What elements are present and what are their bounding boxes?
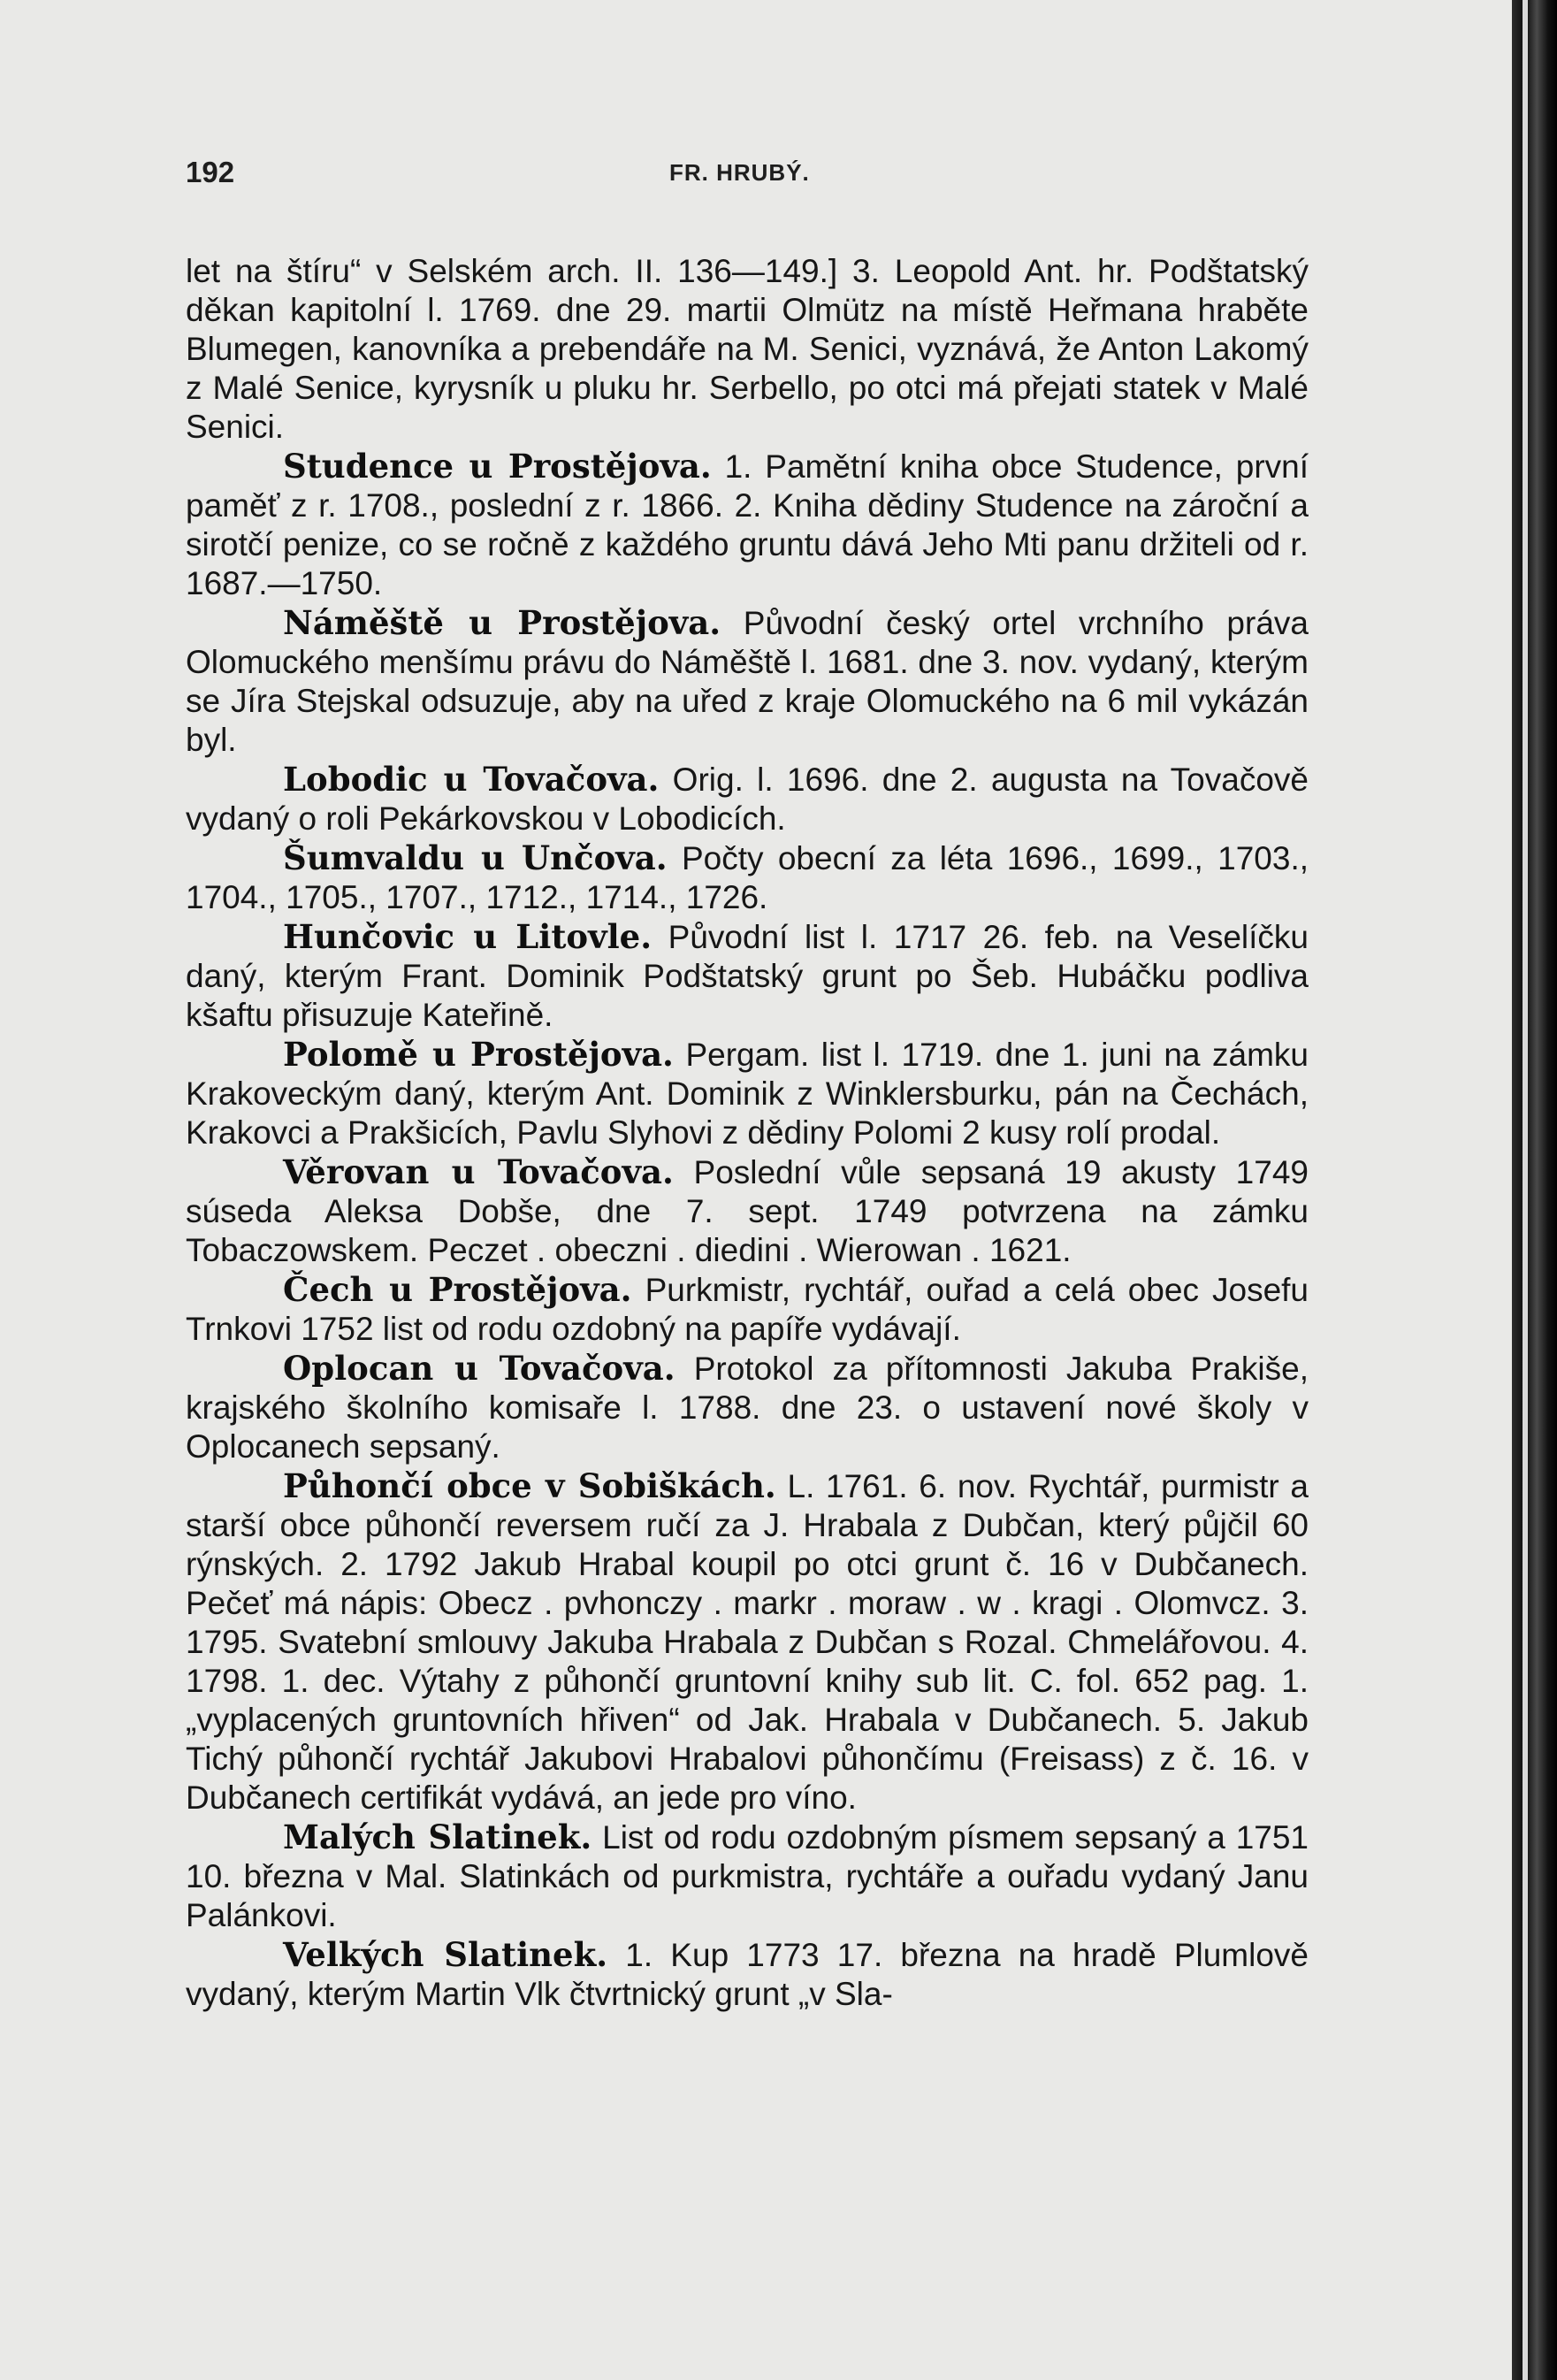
- running-head: FR. HRUBÝ.: [669, 159, 810, 186]
- entry-text: 1. Pamětní kniha obce Studence, první paměť z r. 1708., poslední z r. 1866. 2. Kniha dědiny Studence na zároční a sirotčí penize, co se ročně z každého gruntu dává Jeho Mti panu držiteli od r. 1687.—1750.: [186, 448, 1309, 601]
- entry-title: Velkých Slatinek.: [283, 1935, 608, 1974]
- entry-huncovice: [186, 917, 1309, 1035]
- entry-namest: [186, 603, 1309, 760]
- entry-title: Studence u Prostějova.: [283, 447, 712, 486]
- page-number: 192: [186, 156, 235, 188]
- entry-sumvald: [186, 838, 1309, 917]
- entry-title: Malých Slatinek.: [283, 1818, 592, 1856]
- entry-title: Lobodic u Tovačova.: [283, 760, 660, 799]
- entry-text: List od rodu ozdobným písmem sepsaný a 1751 10. března v Mal. Slatinkách od purkmistra, rychtáře a ouřadu vydaný Janu Palánkovi.: [186, 1819, 1309, 1933]
- entry-title: Oplocan u Tovačova.: [283, 1349, 675, 1388]
- entry-text: Orig. l. 1696. dne 2. augusta na Tovačově vydaný o roli Pekárkovskou v Lobodicích.: [186, 761, 1309, 837]
- entry-velke-slatinky: [186, 1935, 1309, 2014]
- entry-text: Purkmistr, rychtář, ouřad a celá obec Josefu Trnkovi 1752 list od rodu ozdobný na papíře vydávají.: [186, 1272, 1309, 1347]
- entry-text: L. 1761. 6. nov. Rychtář, purmistr a starší obce půhončí reversem ručí za J. Hrabala z Dubčan, který půjčil 60 rýnských. 2. 1792 Jakub Hrabal koupil po otci grunt č. 16 v Dubčanech. Pečeť má nápis: Obecz . pvhonczy . markr . moraw . w . kragi . Olomvcz. 3. 1795. Svatební smlouvy Jakuba Hrabala z Dubčan s Rozal. Chmelářovou. 4. 1798. 1. dec. Výtahy z půhončí gruntovní knihy sub lit. C. fol. 652 pag. 1. „vyplacených gruntovních hřiven“ od Jak. Hrabala v Dubčanech. 5. Jakub Tichý půhončí rychtář Jakubovi Hrabalovi půhončímu (Freisass) z č. 16. v Dubčanech certifikát vydává, an jede pro víno.: [186, 1468, 1309, 1816]
- entry-polome: [186, 1035, 1309, 1152]
- entry-title: Polomě u Prostějova.: [283, 1035, 674, 1074]
- entry-cechy: [186, 1270, 1309, 1349]
- entry-text: Počty obecní za léta 1696., 1699., 1703., 1704., 1705., 1707., 1712., 1714., 1726.: [186, 840, 1309, 915]
- entry-text: Původní český ortel vrchního práva Olomuckého menšímu právu do Náměště l. 1681. dne 3. nov. vydaný, kterým se Jíra Stejskal odsuzuje, aby na uřed z kraje Olomuckého na 6 mil vykázán byl.: [186, 605, 1309, 758]
- page-edge-highlight: [1523, 0, 1528, 2380]
- entry-text: Poslední vůle sepsaná 19 akusty 1749 súseda Aleksa Dobše, dne 7. sept. 1749 potvrzena na zámku Tobaczowskem. Peczet . obeczni . diedini . Wierowan . 1621.: [186, 1154, 1309, 1268]
- entry-verovany: [186, 1152, 1309, 1270]
- entry-text: 1. Kup 1773 17. března na hradě Plumlově vydaný, kterým Martin Vlk čtvrtnický grunt „v Sla-: [186, 1937, 1309, 2012]
- page-header: [186, 156, 822, 191]
- entry-text: Původní list l. 1717 26. feb. na Veselíčku daný, kterým Frant. Dominik Podštatský grunt po Šeb. Hubáčku podliva kšaftu přisuzuje Kateřině.: [186, 919, 1309, 1033]
- continuation-paragraph: [186, 252, 1309, 447]
- entry-title: Půhončí obce v Sobiškách.: [283, 1466, 776, 1505]
- entry-studence: [186, 447, 1309, 603]
- entry-text: Pergam. list l. 1719. dne 1. juni na zámku Krakoveckým daný, kterým Ant. Dominik z Winklersburku, pán na Čechách, Krakovci a Prakšicích, Pavlu Slyhovi z dědiny Polomi 2 kusy rolí prodal.: [186, 1037, 1309, 1151]
- entry-text: Protokol za přítomnosti Jakuba Prakiše, krajského školního komisaře l. 1788. dne 23. o ustavení nové školy v Oplocanech sepsaný.: [186, 1351, 1309, 1465]
- entry-title: Čech u Prostějova.: [283, 1270, 632, 1309]
- entry-male-slatinky: [186, 1818, 1309, 1935]
- entry-title: Věrovan u Tovačova.: [283, 1152, 674, 1191]
- entry-title: Hunčovic u Litovle.: [283, 917, 653, 956]
- entry-title: Náměště u Prostějova.: [283, 603, 721, 642]
- entry-title: Šumvaldu u Unčova.: [283, 838, 668, 877]
- entry-oplocany: [186, 1349, 1309, 1466]
- continuation-text: let na štíru“ v Selském arch. II. 136—149.] 3. Leopold Ant. hr. Podštatský děkan kapitolní l. 1769. dne 29. martii Olmütz na místě Heřmana hraběte Blumegen, kanovníka a prebendáře na M. Senici, vyznává, že Anton Lakomý z Malé Senice, kyrysník u pluku hr. Serbello, po otci má přejati statek v Malé Senici.: [186, 253, 1309, 445]
- entry-lobodice: [186, 760, 1309, 838]
- entry-sobisky: [186, 1466, 1309, 1818]
- page-edge-shadow: [1512, 0, 1557, 2380]
- body-text: [186, 252, 1309, 2014]
